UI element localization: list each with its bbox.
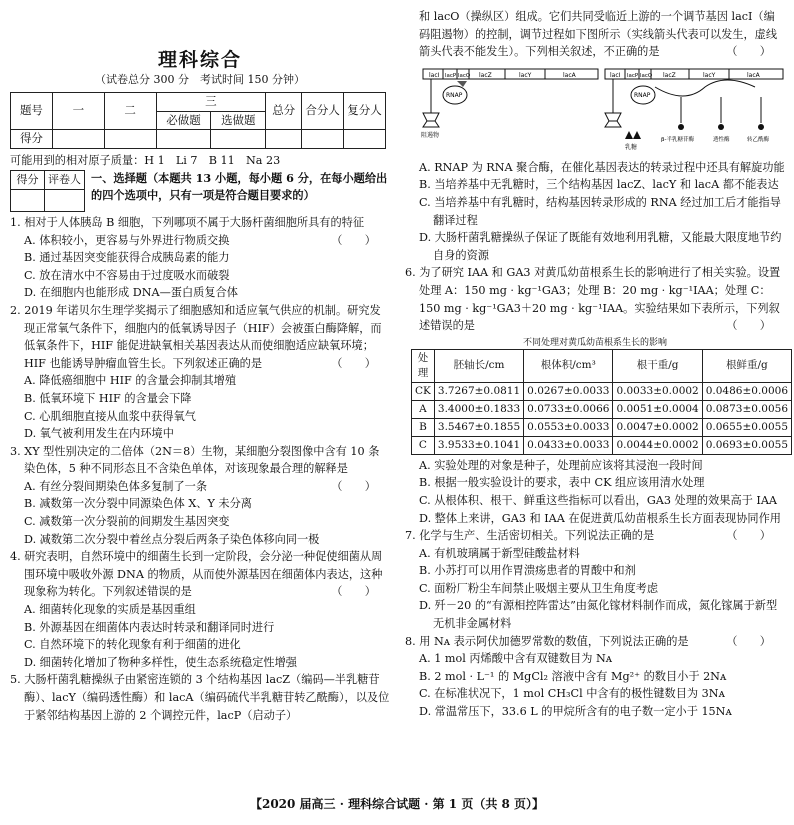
table-header: 根体积/cm³	[524, 349, 613, 382]
lac-operon-diagram	[405, 65, 785, 157]
rnap-label: RNAP	[634, 91, 651, 99]
question-stem: 1. 相对于人体胰岛 B 细胞，下列哪项不属于大肠杆菌细胞所具有的特征 （ ）	[10, 214, 390, 232]
gene-label: lacP	[627, 72, 639, 79]
diagram-label: 阻遏物	[421, 131, 440, 139]
score-blank	[156, 130, 211, 149]
answer-paren: （ ）	[726, 45, 771, 59]
gene-label: lacZ	[663, 71, 676, 79]
exam-subtitle: （试卷总分 300 分 考试时间 150 分钟）	[95, 73, 305, 86]
diagram-label: 转乙酰酶	[747, 136, 770, 143]
option: A. 有机玻璃属于新型硅酸盐材料	[419, 546, 580, 560]
question-5-continued: 和 lacO（操纵区）组成。它们共同受临近上游的一个调节基因 lacI（编码阻遏物）的控制，调节过程如下图所示（实线箭头代表可以发生，虚线箭头代表不能发生）。下列相关叙述，不正确的是 （ ）	[405, 8, 785, 61]
question-1	[10, 214, 390, 302]
table-caption: 不同处理对黄瓜幼苗根系生长的影响	[522, 337, 667, 348]
option: C. 自然环境下的转化现象有利于细菌的进化	[24, 638, 241, 652]
option: B. 外源基因在细菌体内表达时转录和翻译同时进行	[24, 620, 275, 634]
repressor-shape	[423, 113, 439, 121]
answer-paren: （ ）	[726, 529, 771, 543]
score-blank	[52, 130, 104, 149]
gene-label: lacI	[610, 71, 621, 79]
table-row: CK 3.7267±0.0811 0.0267±0.0033 0.0033±0.0002 0.0486±0.0006	[412, 382, 792, 400]
question-6	[405, 264, 789, 527]
dna-left	[421, 69, 598, 139]
option: A. RNAP 为 RNA 聚合酶，在催化基因表达的转录过程中还具有解旋功能	[419, 160, 785, 174]
score-blank	[344, 130, 386, 149]
option: A. 有丝分裂间期染色体多复制了一条	[24, 479, 208, 493]
option: D. 歼－20 的“有源相控阵雷达”由氮化镓材料制作而成，氮化镓属于新型无机非金属材料	[419, 599, 778, 631]
option: D. 常温常压下，33.6 L 的甲烷所含有的电子数一定小于 15Nᴀ	[419, 705, 732, 719]
score-cell: 合分人	[302, 93, 344, 130]
diagram-label: β-半乳糖苷酶	[661, 136, 694, 143]
answer-paren: （ ）	[331, 233, 376, 247]
option: D. 细菌转化增加了物种多样性，使生态系统稳定性增强	[24, 655, 297, 669]
score-cell: 选做题	[211, 111, 266, 130]
answer-paren: （ ）	[726, 634, 771, 648]
score-cell: 复分人	[344, 93, 386, 130]
answer-paren: （ ）	[331, 585, 376, 599]
option: B. 当培养基中无乳糖时，三个结构基因 lacZ、lacY 和 lacA 都不能表达	[419, 178, 779, 192]
question-3	[10, 443, 390, 549]
option: B. 小苏打可以用作胃溃疡患者的胃酸中和剂	[419, 564, 636, 578]
option: C. 从根体积、根干、鲜重这些指标可以看出，GA3 处理的效果高于 IAA	[419, 493, 777, 507]
table-header: 根鲜重/g	[702, 349, 791, 382]
rnap-label: RNAP	[446, 91, 463, 99]
option: D. 氧气被利用发生在内环境中	[24, 427, 174, 441]
question-8	[405, 633, 785, 721]
option: A. 降低癌细胞中 HIF 的含量会抑制其增殖	[24, 374, 237, 388]
option: B. 低氧环境下 HIF 的含量会下降	[24, 391, 192, 405]
question-stem: 6. 为了研究 IAA 和 GA3 对黄瓜幼苗根系生长的影响进行了相关实验。设置处理 A：150 mg · kg⁻¹GA3；处理 B：20 mg · kg⁻¹IAA；处理 C：150 mg · kg⁻¹GA3＋20 mg · kg⁻¹IAA。实验结果如下表所示，下列叙述错误的是 （ ）	[405, 264, 785, 334]
option: D. 在细胞内也能形成 DNA—蛋白质复合体	[24, 286, 238, 300]
question-5-start	[10, 671, 390, 724]
question-stem: 8. 用 Nᴀ 表示阿伏加德罗常数的数值，下列说法正确的是 （ ）	[405, 633, 785, 651]
gene-label: lacA	[563, 71, 576, 79]
score-cell: 三	[156, 93, 266, 112]
question-7	[405, 527, 785, 633]
option: C. 减数第一次分裂前的间期发生基因突变	[24, 515, 230, 529]
question-4	[10, 548, 390, 671]
option: C. 放在清水中不容易由于过度吸水而破裂	[24, 268, 230, 282]
score-blank	[302, 130, 344, 149]
section-one-title: 一、选择题（本题共 13 小题，每小题 6 分，在每小题给出的四个选项中，只有一项是符合题目要求的）	[91, 171, 388, 203]
section-score-box	[10, 170, 85, 212]
lac-operon-svg	[405, 65, 785, 157]
question-stem: 7. 化学与生产、生活密切相关。下列说法正确的是 （ ）	[405, 527, 785, 545]
gene-label: lacO	[458, 72, 471, 79]
diagram-label: 乳糖	[625, 143, 638, 151]
option: C. 心肌细胞直接从血浆中获得氧气	[24, 409, 196, 423]
page-title: 理科综合	[157, 49, 242, 71]
score-cell: 总分	[266, 93, 302, 130]
table-header: 根干重/g	[613, 349, 702, 382]
option: C. 在标准状况下，1 mol CH₃Cl 中含有的极性键数目为 3Nᴀ	[419, 687, 725, 701]
option: A. 1 mol 丙烯酸中含有双键数目为 Nᴀ	[419, 652, 613, 666]
gene-label: lacI	[429, 71, 440, 79]
right-column	[405, 8, 789, 721]
table-row: A 3.4000±0.1833 0.0733±0.0066 0.0051±0.0004 0.0873±0.0056	[412, 400, 792, 418]
score-blank	[266, 130, 302, 149]
option: B. 2 mol · L⁻¹ 的 MgCl₂ 溶液中含有 Mg²⁺ 的数目小于 2Nᴀ	[419, 669, 727, 683]
left-column	[10, 8, 390, 724]
table-header: 胚轴长/cm	[434, 349, 523, 382]
gene-label: lacP	[445, 72, 457, 79]
score-cell: 二	[104, 93, 156, 130]
score-blank	[211, 130, 266, 149]
experiment-table	[411, 349, 792, 455]
option: B. 根据一般实验设计的要求，表中 CK 组应该用清水处理	[419, 476, 705, 490]
score-cell: 一	[52, 93, 104, 130]
question-2	[10, 302, 390, 443]
atomic-mass-line: 可能用到的相对原子质量：H 1 Li 7 B 11 Na 23	[10, 153, 281, 167]
question-stem: 2. 2019 年诺贝尔生理学奖揭示了细胞感知和适应氧气供应的机制。研究发现正常氧气条件下，细胞内的低氧诱导因子（HIF）会被蛋白酶降解，而低氧条件下，HIF 能促进缺氧相关基因表达从而使细胞适应缺氧环境；HIF 也能诱导肿瘤血管生长。下列叙述正确的是 （ ）	[10, 302, 390, 372]
gene-label: lacZ	[479, 71, 492, 79]
option: B. 减数第一次分裂中同源染色体 X、Y 未分离	[24, 497, 252, 511]
gene-label: lacY	[703, 71, 716, 79]
section-score-blank	[45, 189, 85, 211]
section-score-cell: 得分	[11, 171, 45, 190]
section-one-header	[10, 170, 390, 212]
diagram-label: 透性酶	[713, 136, 730, 143]
section-score-cell: 评卷人	[45, 171, 85, 190]
dna-right	[605, 69, 783, 151]
option: C. 当培养基中有乳糖时，结构基因转录形成的 RNA 经过加工后才能指导翻译过程	[419, 195, 781, 227]
score-cell: 必做题	[156, 111, 211, 130]
score-table	[10, 92, 386, 149]
table-header: 处理	[412, 349, 435, 382]
gene-label: lacY	[519, 71, 532, 79]
option: C. 面粉厂粉尘车间禁止吸烟主要从卫生角度考虑	[419, 581, 659, 595]
option: D. 整体上来讲，GA3 和 IAA 在促进黄瓜幼苗根系生长方面表现协同作用	[419, 511, 781, 525]
option: B. 通过基因突变能获得合成胰岛素的能力	[24, 251, 230, 265]
answer-paren: （ ）	[726, 319, 771, 333]
section-score-blank	[11, 189, 45, 211]
answer-paren: （ ）	[331, 479, 376, 493]
page-footer: 【2020 届高三 · 理科综合试题 · 第 1 页（共 8 页）】	[249, 797, 545, 811]
option: A. 实验处理的对象是种子，处理前应该将其浸泡一段时间	[419, 458, 703, 472]
table-row: B 3.5467±0.1855 0.0553±0.0033 0.0047±0.0002 0.0655±0.0055	[412, 418, 792, 436]
question-5-options	[405, 159, 785, 265]
repressor-shape	[605, 113, 621, 121]
question-stem: 3. XY 型性别决定的二倍体（2N＝8）生物，某细胞分裂图像中含有 10 条染色体，5 种不同形态且不含染色单体，对该现象最合理的解释是 （ ）	[10, 443, 390, 478]
gene-label: lacA	[747, 71, 760, 79]
gene-label: lacO	[640, 72, 653, 79]
option: A. 体积较小，更容易与外界进行物质交换	[24, 233, 230, 247]
score-blank	[104, 130, 156, 149]
question-stem: 4. 研究表明，自然环境中的细菌生长到一定阶段，会分泌一种促使细菌从周围环境中吸收外源 DNA 的物质，从而使外源基因在细菌体内表达，这种现象称为转化。下列叙述错误的是 （ ）	[10, 548, 390, 601]
option: D. 大肠杆菌乳糖操纵子保证了既能有效地利用乳糖，又能最大限度地节约自身的资源	[419, 231, 782, 262]
table-row: C 3.9533±0.1041 0.0433±0.0033 0.0044±0.0002 0.0693±0.0055	[412, 436, 792, 454]
answer-paren: （ ）	[331, 356, 376, 370]
question-stem: 5. 大肠杆菌乳糖操纵子由紧密连锁的 3 个结构基因 lacZ（编码—半乳糖苷酶）、lacY（编码透性酶）和 lacA（编码硫代半乳糖苷转乙酰酶），以及位于紧邻结构基因上游的 2 个调控元件，lacP（启动子）	[10, 673, 390, 722]
score-cell: 题号	[11, 93, 53, 130]
option: D. 减数第二次分裂中着丝点分裂后两条子染色体移向同一极	[24, 532, 320, 546]
score-cell: 得分	[11, 130, 53, 149]
option: A. 细菌转化现象的实质是基因重组	[24, 603, 196, 617]
